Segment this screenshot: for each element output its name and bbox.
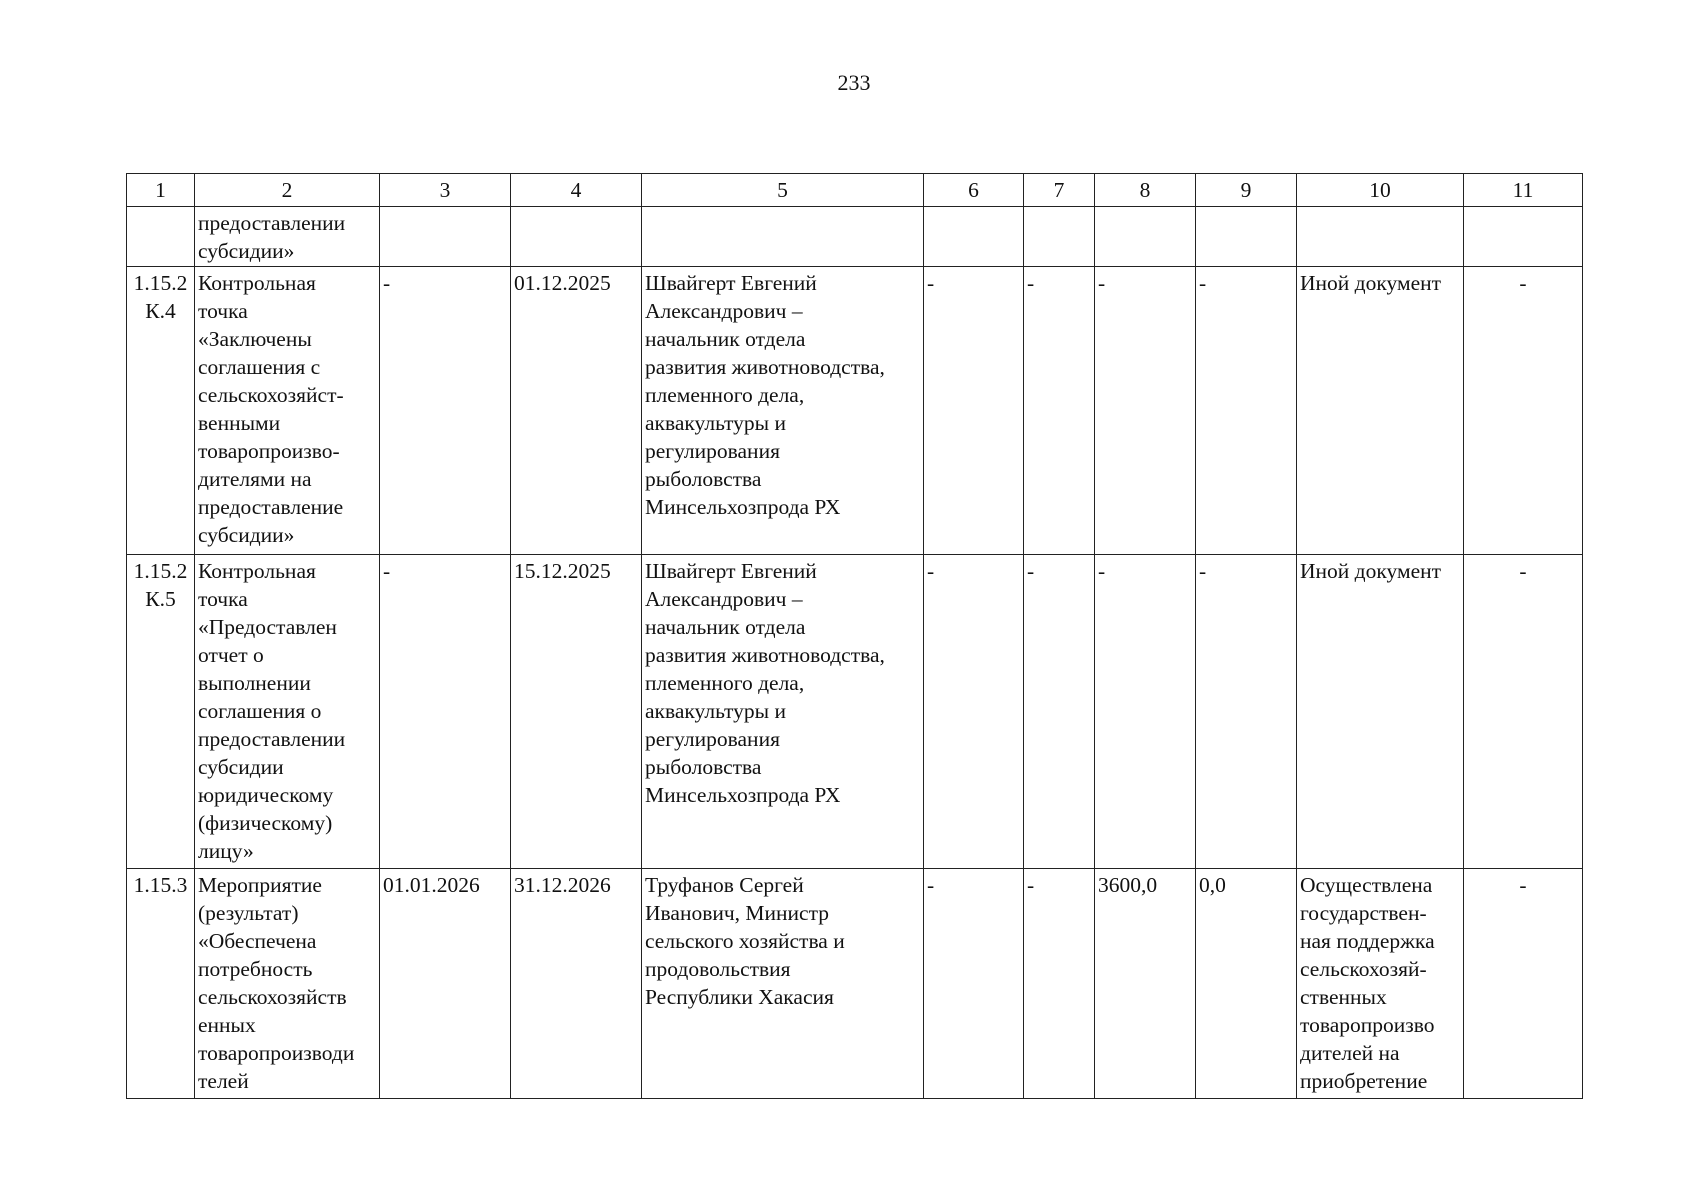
cell-col9: - — [1196, 555, 1297, 869]
cell-name: Мероприятие (результат) «Обеспечена потребность сельскохозяйств енных товаропроизводи телей — [195, 869, 380, 1099]
cell-document — [1297, 207, 1464, 267]
cell-name: предоставлении субсидии» — [195, 207, 380, 267]
cell-document: Иной документ — [1297, 267, 1464, 555]
cell-col7: - — [1024, 555, 1095, 869]
cell-responsible: Швайгерт Евгений Александрович – начальник отдела развития животноводства, племенного дела, аквакультуры и регулирования рыболовства Минсельхозпрода РХ — [642, 555, 924, 869]
table-row — [127, 267, 1583, 555]
cell-col8 — [1095, 207, 1196, 267]
column-header: 5 — [642, 174, 924, 207]
cell-responsible: Швайгерт Евгений Александрович – начальник отдела развития животноводства, племенного дела, аквакультуры и регулирования рыболовства Минсельхозпрода РХ — [642, 267, 924, 555]
cell-end-date: 15.12.2025 — [511, 555, 642, 869]
cell-col8: 3600,0 — [1095, 869, 1196, 1099]
cell-name: Контрольная точка «Предоставлен отчет о выполнении соглашения о предоставлении субсидии юридическому (физическому) лицу» — [195, 555, 380, 869]
cell-col6: - — [924, 869, 1024, 1099]
cell-document: Осуществлена государствен- ная поддержка сельскохозяй- ственных товаропроизво дителей на приобретение — [1297, 869, 1464, 1099]
cell-responsible: Труфанов Сергей Иванович, Министр сельского хозяйства и продовольствия Республики Хакасия — [642, 869, 924, 1099]
cell-col11 — [1464, 207, 1583, 267]
column-header: 10 — [1297, 174, 1464, 207]
cell-start-date: - — [380, 267, 511, 555]
cell-responsible — [642, 207, 924, 267]
cell-number — [127, 207, 195, 267]
plan-table — [126, 173, 1583, 1099]
column-header: 8 — [1095, 174, 1196, 207]
cell-col7 — [1024, 207, 1095, 267]
column-header: 7 — [1024, 174, 1095, 207]
table-header-row — [127, 174, 1583, 207]
cell-start-date — [380, 207, 511, 267]
cell-number: 1.15.2 К.4 — [127, 267, 195, 555]
cell-col11: - — [1464, 555, 1583, 869]
cell-col9 — [1196, 207, 1297, 267]
column-header: 11 — [1464, 174, 1583, 207]
cell-col8: - — [1095, 267, 1196, 555]
cell-col7: - — [1024, 267, 1095, 555]
column-header: 4 — [511, 174, 642, 207]
table-row — [127, 869, 1583, 1099]
cell-col11: - — [1464, 869, 1583, 1099]
cell-end-date: 31.12.2026 — [511, 869, 642, 1099]
cell-col9: - — [1196, 267, 1297, 555]
column-header: 1 — [127, 174, 195, 207]
cell-name: Контрольная точка «Заключены соглашения с сельскохозяйст- венными товаропроизво- дителями на предоставление субсидии» — [195, 267, 380, 555]
cell-document: Иной документ — [1297, 555, 1464, 869]
column-header: 2 — [195, 174, 380, 207]
column-header: 6 — [924, 174, 1024, 207]
page-number: 233 — [837, 70, 871, 95]
column-header: 3 — [380, 174, 511, 207]
cell-start-date: - — [380, 555, 511, 869]
cell-end-date: 01.12.2025 — [511, 267, 642, 555]
cell-col6: - — [924, 267, 1024, 555]
table-row — [127, 555, 1583, 869]
cell-col8: - — [1095, 555, 1196, 869]
cell-start-date: 01.01.2026 — [380, 869, 511, 1099]
cell-end-date — [511, 207, 642, 267]
column-header: 9 — [1196, 174, 1297, 207]
table-row — [127, 207, 1583, 267]
cell-col6: - — [924, 555, 1024, 869]
cell-col6 — [924, 207, 1024, 267]
cell-col7: - — [1024, 869, 1095, 1099]
cell-col9: 0,0 — [1196, 869, 1297, 1099]
cell-number: 1.15.2 К.5 — [127, 555, 195, 869]
cell-number: 1.15.3 — [127, 869, 195, 1099]
cell-col11: - — [1464, 267, 1583, 555]
